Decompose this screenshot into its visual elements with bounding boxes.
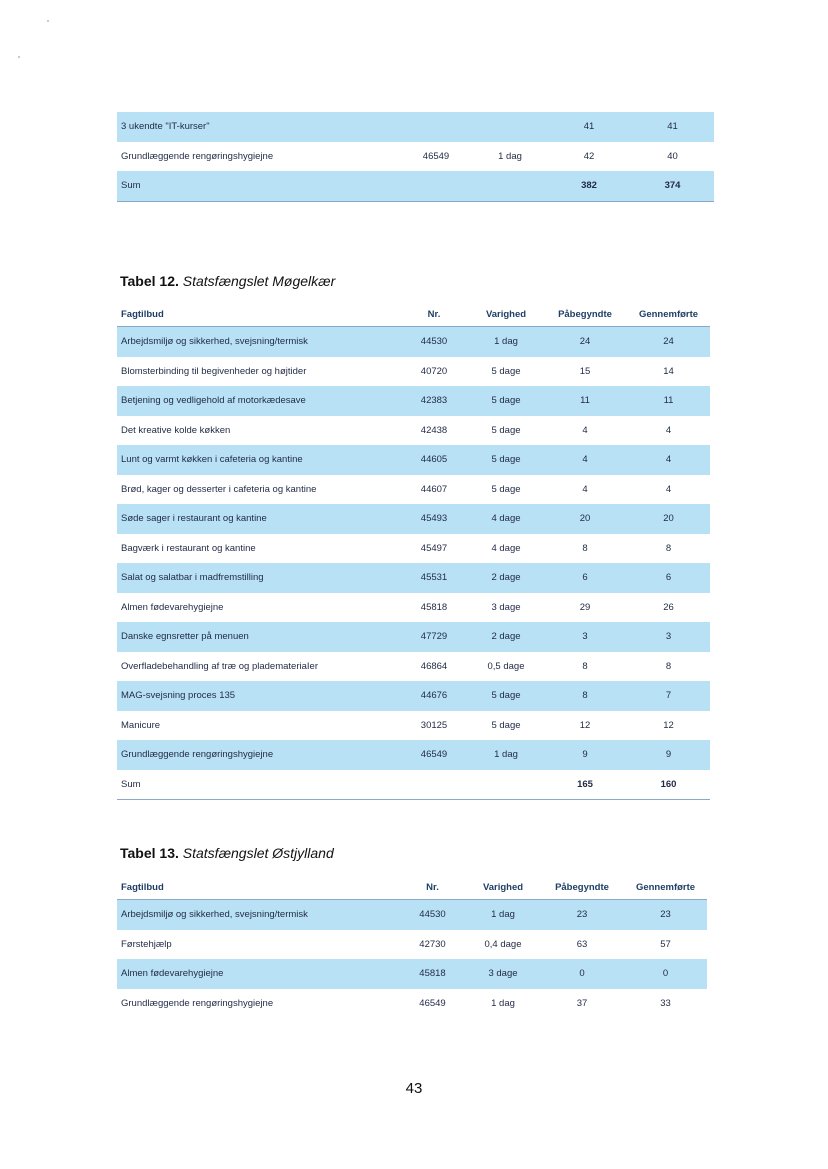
completed-cell: 7	[627, 681, 710, 711]
table-row	[117, 357, 710, 387]
course-number-cell: 40720	[420, 365, 448, 377]
header-nr: Nr.	[399, 302, 469, 327]
completed-cell: 24	[627, 327, 710, 357]
course-name-cell: Det kreative kolde køkken	[121, 424, 231, 436]
course-number-cell: 45818	[399, 959, 466, 989]
table-row	[117, 112, 714, 142]
course-number-cell: 30125	[420, 719, 448, 731]
completed-cell: 4	[665, 483, 672, 495]
completed-cell: 4	[665, 424, 672, 436]
empty-cell	[473, 171, 547, 201]
top-continuation-table	[117, 112, 714, 202]
table-13-caption-title: Statsfængslet Østjylland	[182, 845, 334, 861]
table-13	[117, 875, 707, 1018]
table-12	[117, 302, 710, 800]
course-name-cell: Almen fødevarehygiejne	[121, 601, 224, 613]
table-row	[117, 142, 714, 172]
duration-cell: 5 dage	[491, 365, 521, 377]
completed-cell: 8	[665, 542, 672, 554]
table-row	[117, 740, 710, 770]
duration-cell: 1 dag	[498, 150, 522, 162]
duration-cell: 3 dage	[491, 601, 521, 613]
duration-cell: 5 dage	[469, 681, 543, 711]
duration-cell: 3 dage	[466, 959, 540, 989]
started-cell: 29	[579, 601, 591, 613]
table-row	[117, 652, 710, 682]
completed-cell: 40	[667, 150, 678, 162]
table-row	[117, 900, 707, 930]
course-name-cell: Grundlæggende rengøringshygiejne	[121, 997, 274, 1009]
sum-label: Sum	[121, 778, 141, 790]
started-cell: 42	[583, 150, 595, 162]
table-row	[117, 711, 710, 741]
duration-cell: 5 dage	[491, 424, 521, 436]
started-cell: 24	[543, 327, 627, 357]
table-row	[117, 681, 710, 711]
header-varighed: Varighed	[469, 302, 543, 327]
duration-cell: 1 dag	[491, 997, 515, 1009]
duration-cell: 1 dag	[469, 327, 543, 357]
course-name-cell: Betjening og vedligehold af motorkædesave	[117, 386, 399, 416]
started-cell: 4	[582, 483, 588, 495]
header-nr: Nr.	[399, 875, 466, 900]
table-row	[117, 622, 710, 652]
completed-cell: 26	[663, 601, 674, 613]
course-name-cell: Grundlæggende rengøringshygiejne	[121, 150, 274, 162]
empty-cell	[399, 770, 469, 800]
started-cell: 41	[547, 112, 631, 142]
course-name-cell: Manicure	[121, 719, 161, 731]
empty-cell	[399, 171, 473, 201]
duration-cell: 4 dage	[469, 504, 543, 534]
duration-cell: 2 dage	[469, 563, 543, 593]
course-number-cell: 44607	[420, 483, 448, 495]
header-varighed: Varighed	[466, 875, 540, 900]
duration-cell: 0,4 dage	[484, 938, 522, 950]
scan-speck	[18, 56, 20, 58]
duration-cell: 1 dag	[466, 900, 540, 930]
started-cell: 8	[543, 681, 627, 711]
table-row	[117, 534, 710, 564]
completed-cell: 41	[631, 112, 714, 142]
sum-label: Sum	[117, 171, 399, 201]
table-row	[117, 416, 710, 446]
course-number-cell: 44676	[399, 681, 469, 711]
completed-cell: 3	[627, 622, 710, 652]
started-cell: 37	[576, 997, 588, 1009]
duration-cell: 4 dage	[491, 542, 521, 554]
sum-completed: 160	[660, 778, 677, 790]
completed-cell: 0	[624, 959, 707, 989]
started-cell: 4	[582, 424, 588, 436]
completed-cell: 20	[627, 504, 710, 534]
duration-cell	[473, 112, 547, 142]
started-cell: 8	[582, 660, 588, 672]
table-row	[117, 475, 710, 505]
course-number-cell: 46549	[422, 150, 450, 162]
started-cell: 0	[540, 959, 624, 989]
table-row	[117, 386, 710, 416]
started-cell: 15	[579, 365, 591, 377]
course-name-cell: Overfladebehandling af træ og plademateriaIer	[121, 660, 318, 672]
started-cell: 11	[543, 386, 627, 416]
sum-completed: 374	[631, 171, 714, 201]
started-cell: 8	[582, 542, 588, 554]
course-number-cell	[399, 112, 473, 142]
table-row	[117, 504, 710, 534]
course-name-cell: Søde sager i restaurant og kantine	[117, 504, 399, 534]
completed-cell: 33	[660, 997, 671, 1009]
course-name-cell: Almen fødevarehygiejne	[117, 959, 399, 989]
header-fagtilbud: Fagtilbud	[117, 875, 399, 900]
duration-cell: 0,5 dage	[487, 660, 525, 672]
table-13-header-row	[117, 875, 707, 900]
table-row	[117, 930, 707, 960]
completed-cell: 8	[665, 660, 672, 672]
duration-cell: 5 dage	[491, 719, 521, 731]
started-cell: 20	[543, 504, 627, 534]
course-number-cell: 44530	[399, 900, 466, 930]
course-number-cell: 45531	[399, 563, 469, 593]
course-number-cell: 42730	[419, 938, 446, 950]
duration-cell: 2 dage	[469, 622, 543, 652]
course-number-cell: 45493	[399, 504, 469, 534]
table-12-caption	[120, 273, 335, 289]
header-gennemforte: Gennemførte	[627, 302, 710, 327]
table-row	[117, 563, 710, 593]
course-number-cell: 44605	[399, 445, 469, 475]
empty-cell	[469, 770, 543, 800]
course-number-cell: 42383	[399, 386, 469, 416]
course-name-cell: Lunt og varmt køkken i cafeteria og kantine	[117, 445, 399, 475]
completed-cell: 6	[627, 563, 710, 593]
sum-row	[117, 171, 714, 201]
header-gennemforte: Gennemførte	[624, 875, 707, 900]
header-pabegyndte: Påbegyndte	[540, 875, 624, 900]
scan-speck	[47, 20, 49, 22]
started-cell: 12	[579, 719, 591, 731]
table-row	[117, 445, 710, 475]
table-row	[117, 327, 710, 357]
course-number-cell: 47729	[399, 622, 469, 652]
table-12-caption-title: Statsfængslet Møgelkær	[182, 273, 336, 289]
course-number-cell: 44530	[399, 327, 469, 357]
duration-cell: 5 dage	[469, 445, 543, 475]
table-13-caption-label: Tabel 13.	[120, 845, 179, 861]
course-name-cell: Danske egnsretter på menuen	[117, 622, 399, 652]
course-number-cell: 45818	[420, 601, 448, 613]
duration-cell: 1 dag	[469, 740, 543, 770]
table-row	[117, 989, 707, 1019]
completed-cell: 23	[624, 900, 707, 930]
header-pabegyndte: Påbegyndte	[543, 302, 627, 327]
course-name-cell: Arbejdsmiljø og sikkerhed, svejsning/termisk	[117, 900, 399, 930]
course-number-cell: 46549	[399, 740, 469, 770]
completed-cell: 12	[663, 719, 674, 731]
course-name-cell: Bagværk i restaurant og kantine	[121, 542, 256, 554]
started-cell: 3	[543, 622, 627, 652]
sum-row	[117, 770, 710, 800]
sum-started: 165	[577, 778, 593, 790]
course-name-cell: Førstehjælp	[121, 938, 172, 950]
duration-cell: 5 dage	[469, 386, 543, 416]
course-name-cell: Arbejdsmiljø og sikkerhed, svejsning/termisk	[117, 327, 399, 357]
completed-cell: 57	[660, 938, 671, 950]
course-name-cell: Blomsterbinding til begivenheder og højtider	[121, 365, 307, 377]
duration-cell: 5 dage	[491, 483, 521, 495]
completed-cell: 11	[627, 386, 710, 416]
started-cell: 23	[540, 900, 624, 930]
started-cell: 9	[543, 740, 627, 770]
table-row	[117, 959, 707, 989]
course-name-cell: Grundlæggende rengøringshygiejne	[117, 740, 399, 770]
course-number-cell: 42438	[420, 424, 448, 436]
completed-cell: 14	[663, 365, 674, 377]
completed-cell: 9	[627, 740, 710, 770]
course-name-cell: MAG-svejsning proces 135	[117, 681, 399, 711]
header-fagtilbud: Fagtilbud	[117, 302, 399, 327]
table-12-caption-label: Tabel 12.	[120, 273, 179, 289]
table-12-header-row	[117, 302, 710, 327]
started-cell: 4	[543, 445, 627, 475]
started-cell: 6	[543, 563, 627, 593]
course-name-cell: Salat og salatbar i madfremstilling	[117, 563, 399, 593]
completed-cell: 4	[627, 445, 710, 475]
started-cell: 63	[576, 938, 588, 950]
course-name-cell: Brød, kager og desserter i cafeteria og kantine	[121, 483, 317, 495]
course-number-cell: 46864	[420, 660, 448, 672]
sum-started: 382	[547, 171, 631, 201]
course-number-cell: 45497	[420, 542, 448, 554]
table-row	[117, 593, 710, 623]
course-number-cell: 46549	[419, 997, 446, 1009]
page-number: 43	[405, 1080, 423, 1097]
course-name-cell: 3 ukendte "IT-kurser"	[117, 112, 399, 142]
table-13-caption	[120, 845, 334, 861]
